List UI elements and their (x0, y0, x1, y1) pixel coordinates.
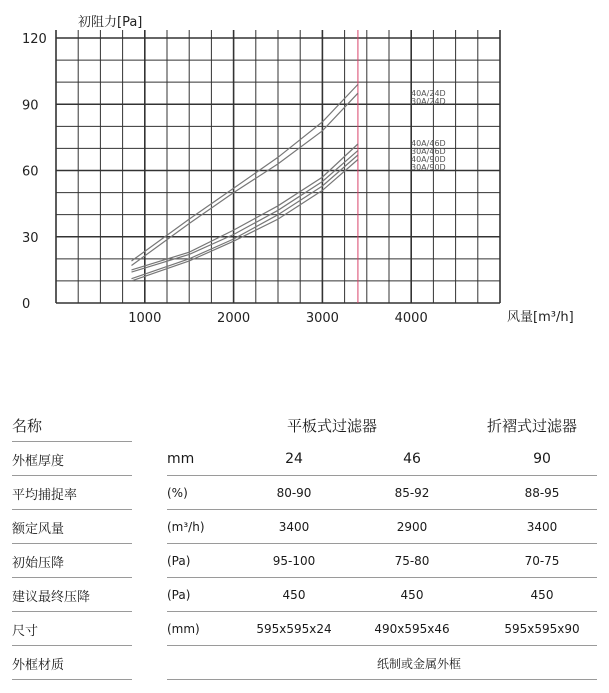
row-unit: mm (167, 451, 195, 467)
value-90mm: 3400 (526, 520, 558, 534)
y-axis-title: 初阻力[Pa] (78, 15, 143, 30)
value-24mm: 3400 (278, 520, 310, 534)
table-row (12, 578, 597, 612)
value-24mm: 95-100 (272, 554, 316, 568)
row-name: 平均捕捉率 (12, 476, 132, 510)
table-row (12, 510, 597, 544)
value-24mm: 80-90 (276, 486, 312, 500)
row-name: 建议最终压降 (12, 578, 132, 612)
y-tick-label: 30 (22, 230, 39, 246)
value-46mm: 450 (400, 588, 424, 602)
row-unit: (m³/h) (167, 520, 205, 534)
series-label: 30A/90D (411, 163, 446, 172)
value-24mm: 450 (282, 588, 306, 602)
row-unit: (%) (167, 486, 188, 500)
table-row (12, 612, 597, 646)
header-name: 名称 (12, 408, 132, 442)
value-90mm: 595x595x90 (504, 622, 580, 636)
table-header-row (12, 408, 597, 442)
y-tick-label: 0 (22, 297, 31, 312)
series-label: 40A/90D (411, 155, 446, 164)
row-name: 初始压降 (12, 544, 132, 578)
frame-material-value: 纸制或金属外框 (376, 656, 461, 671)
series-line (132, 160, 358, 281)
value-46mm: 85-92 (394, 486, 430, 500)
series-line (132, 93, 358, 265)
series-line (132, 84, 358, 261)
y-tick-label: 90 (22, 98, 39, 114)
x-axis-title: 风量[m³/h] (507, 310, 574, 325)
resistance-chart (0, 0, 609, 340)
value-46mm: 46 (403, 451, 421, 467)
row-unit: (Pa) (167, 588, 191, 602)
series-line (132, 151, 358, 273)
value-90mm: 88-95 (524, 486, 560, 500)
series-label: 30A/46D (411, 147, 446, 156)
x-tick-label: 4000 (394, 311, 428, 326)
row-unit: (Pa) (167, 554, 191, 568)
header-pleated-filter: 折褶式过滤器 (486, 416, 577, 435)
row-name: 外框材质 (12, 646, 132, 680)
table-row (12, 442, 597, 476)
series-label: 40A/24D (411, 89, 446, 98)
series-line (132, 144, 358, 270)
value-90mm: 450 (530, 588, 554, 602)
value-90mm: 90 (533, 451, 551, 467)
value-90mm: 70-75 (524, 554, 560, 568)
series-line (132, 155, 358, 279)
x-tick-label: 3000 (305, 311, 339, 326)
header-flat-filter: 平板式过滤器 (286, 416, 377, 435)
table-row (12, 544, 597, 578)
value-24mm: 24 (285, 451, 303, 467)
value-46mm: 2900 (396, 520, 428, 534)
table-row (12, 476, 597, 510)
x-tick-label: 1000 (128, 311, 162, 326)
chart-canvas (0, 0, 609, 340)
value-24mm: 595x595x24 (256, 622, 332, 636)
row-name: 额定风量 (12, 510, 132, 544)
row-name: 外框厚度 (12, 442, 132, 476)
series-label: 40A/46D (411, 139, 446, 148)
x-tick-label: 2000 (217, 311, 251, 326)
row-divider (167, 679, 597, 680)
spec-table (12, 408, 597, 680)
table-body (12, 442, 597, 646)
row-unit: (mm) (167, 622, 200, 636)
y-tick-label: 60 (22, 164, 39, 180)
value-46mm: 75-80 (394, 554, 430, 568)
table-row-frame-material (12, 646, 597, 680)
value-46mm: 490x595x46 (374, 622, 450, 636)
row-name: 尺寸 (12, 612, 132, 646)
y-tick-label: 120 (22, 32, 47, 47)
series-label: 30A/24D (411, 97, 446, 106)
